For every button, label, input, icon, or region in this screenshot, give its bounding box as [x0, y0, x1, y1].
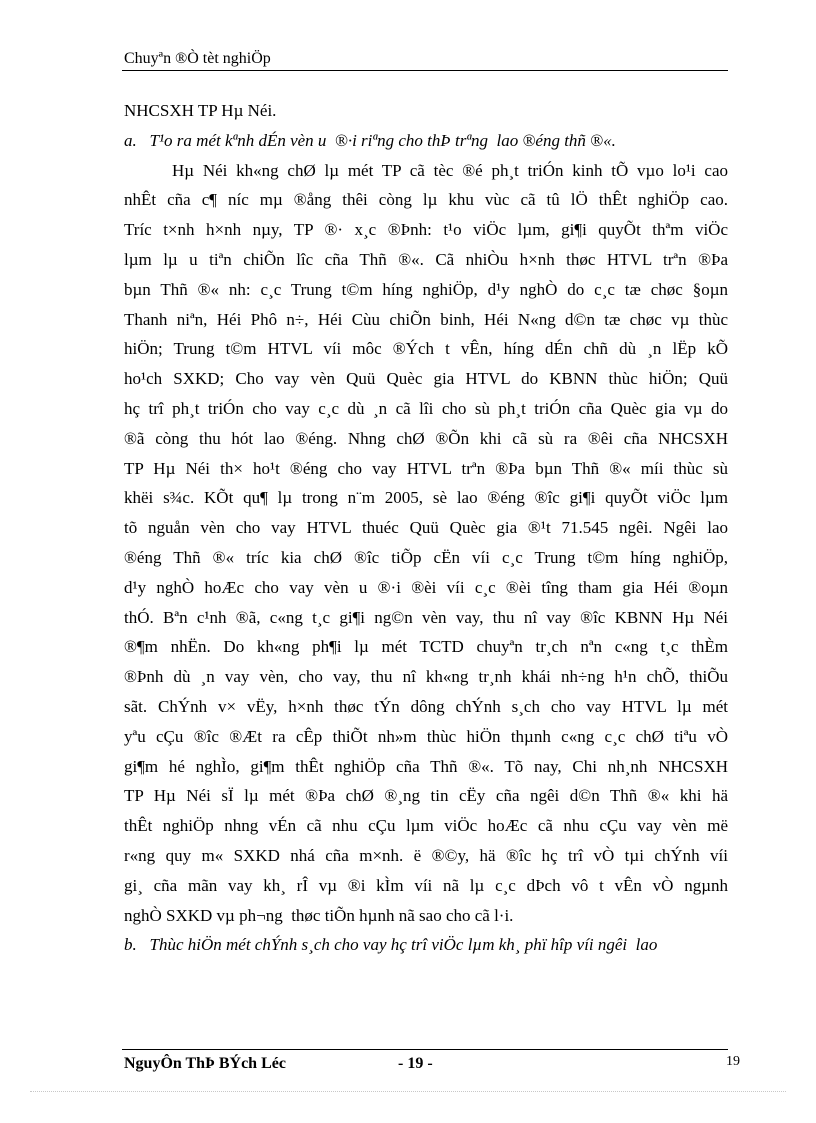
- body-line: khëi s¾c. KÕt qu¶ lµ trong n¨m 2005, sè lao ®éng ®îc gi¶i quyÕt viÖc lµm: [124, 488, 728, 508]
- body-line: ®ã còng thu hót lao ®éng. Nhng chØ ®Õn khi cã sù ra ®êi cña NHCSXH: [124, 428, 728, 448]
- page-bottom-border: [30, 1091, 786, 1092]
- body-line: sãt. ChÝnh v× vËy, h×nh thøc tÝn dông chÝnh s¸ch cho vay HTVL lµ mét: [124, 696, 728, 716]
- body-line: NHCSXH TP Hµ Néi.: [124, 101, 277, 120]
- body-line: gi¸ cña mãn vay kh¸ rÎ vµ ®i kÌm víi nã lµ c¸c dÞch vô t vÊn vÒ ngµnh: [124, 875, 728, 895]
- footer-page-number: 19: [726, 1054, 740, 1069]
- footer-page-label: - 19 -: [398, 1055, 433, 1072]
- body-text: [124, 96, 728, 960]
- body-line: thÊt nghiÖp nhng vÉn cã nhu cÇu lµm viÖc hoÆc cã nhu cÇu vay vèn më: [124, 816, 728, 836]
- footer-author: NguyÔn ThÞ BÝch Léc: [124, 1055, 286, 1072]
- body-line: nghÒ SXKD vµ ph¬ng thøc tiÕn hµnh nã sao cho cã l·i.: [124, 905, 514, 925]
- body-line: Hµ Néi kh«ng chØ lµ mét TP cã tèc ®é ph¸t triÓn kinh tÕ vµo lo¹i cao: [172, 160, 728, 180]
- body-line: tõ nguån vèn cho vay HTVL thuéc Quü Quèc gia ®¹t 71.545 ngêi. Ngêi lao: [124, 518, 728, 538]
- body-line: Tríc t×nh h×nh nµy, TP ®· x¸c ®Þnh: t¹o viÖc lµm, gi¶i quyÕt thªm viÖc: [124, 220, 728, 240]
- body-line: ®Þnh dù ¸n vay vèn, cho vay, thu nî kh«ng tr¸nh khái nh÷ng h¹n chÕ, thiÕu: [124, 667, 728, 687]
- section-heading-b: b. Thùc hiÖn mét chÝnh s¸ch cho vay hç trî viÖc lµm kh¸ phï hîp víi ngêi lao: [124, 935, 658, 955]
- body-line: d¹y nghÒ hoÆc cho vay vèn u ®·i ®èi víi c¸c ®èi tîng tham gia Héi ®oµn: [124, 577, 728, 597]
- body-line: yªu cÇu ®îc ®Æt ra cÊp thiÕt nh»m thùc hiÖn thµnh c«ng c¸c chØ tiªu vÒ: [124, 726, 728, 746]
- body-line: hiÖn; Trung t©m HTVL víi môc ®Ých t vÊn, híng dÉn chñ dù ¸n lËp kÕ: [124, 339, 728, 359]
- body-line: ho¹ch SXKD; Cho vay vèn Quü Quèc gia HTVL do KBNN thùc hiÖn; Quü: [124, 369, 728, 389]
- body-line: r«ng quy m« SXKD nhá cña m×nh. ë ®©y, hä ®îc hç trî vÒ tµi chÝnh víi: [124, 845, 728, 865]
- header-title: Chuyªn ®Ò tèt nghiÖp: [124, 50, 271, 67]
- body-line: thÓ. Bªn c¹nh ®ã, c«ng t¸c gi¶i ng©n vèn vay, thu nî vay ®îc KBNN Hµ Néi: [124, 607, 728, 627]
- body-line: TP Hµ Néi th× ho¹t ®éng cho vay HTVL trªn ®Þa bµn Thñ ®« míi thùc sù: [124, 458, 728, 478]
- body-line: TP Hµ Néi sÏ lµ mét ®Þa chØ ®¸ng tin cËy cña ngêi d©n Thñ ®« khi hä: [124, 786, 728, 806]
- body-line: nhÊt cña c¶ níc mµ ®ång thêi còng lµ khu vùc cã tû lÖ thÊt nghiÖp cao.: [124, 190, 728, 210]
- body-line: Thanh niªn, Héi Phô n÷, Héi Cùu chiÕn binh, Héi N«ng d©n tæ chøc vµ thùc: [124, 309, 728, 329]
- section-heading-a: a. T¹o ra mét kªnh dÉn vèn u ®·i riªng cho thÞ trªng lao ®éng thñ ®«.: [124, 130, 616, 150]
- body-line: lµm lµ u tiªn chiÕn lîc cña Thñ ®«. Cã nhiÒu h×nh thøc HTVL trªn ®Þa: [124, 249, 728, 269]
- body-line: hç trî ph¸t triÓn cho vay c¸c dù ¸n cã lîi cho sù ph¸t triÓn cña Quèc gia vµ do: [124, 398, 728, 418]
- body-line: bµn Thñ ®« nh: c¸c Trung t©m híng nghiÖp, d¹y nghÒ do c¸c tæ chøc §oµn: [124, 279, 728, 299]
- header-rule: [122, 70, 728, 71]
- body-line: ®éng Thñ ®« tríc kia chØ ®îc tiÕp cËn víi c¸c Trung t©m híng nghiÖp,: [124, 547, 728, 567]
- footer-rule: [122, 1049, 728, 1050]
- body-line: ®¶m nhËn. Do kh«ng ph¶i lµ mét TCTD chuyªn tr¸ch nªn c«ng t¸c thÈm: [124, 637, 728, 657]
- body-line: gi¶m hé nghÌo, gi¶m thÊt nghiÖp cña Thñ ®«. Tõ nay, Chi nh¸nh NHCSXH: [124, 756, 728, 776]
